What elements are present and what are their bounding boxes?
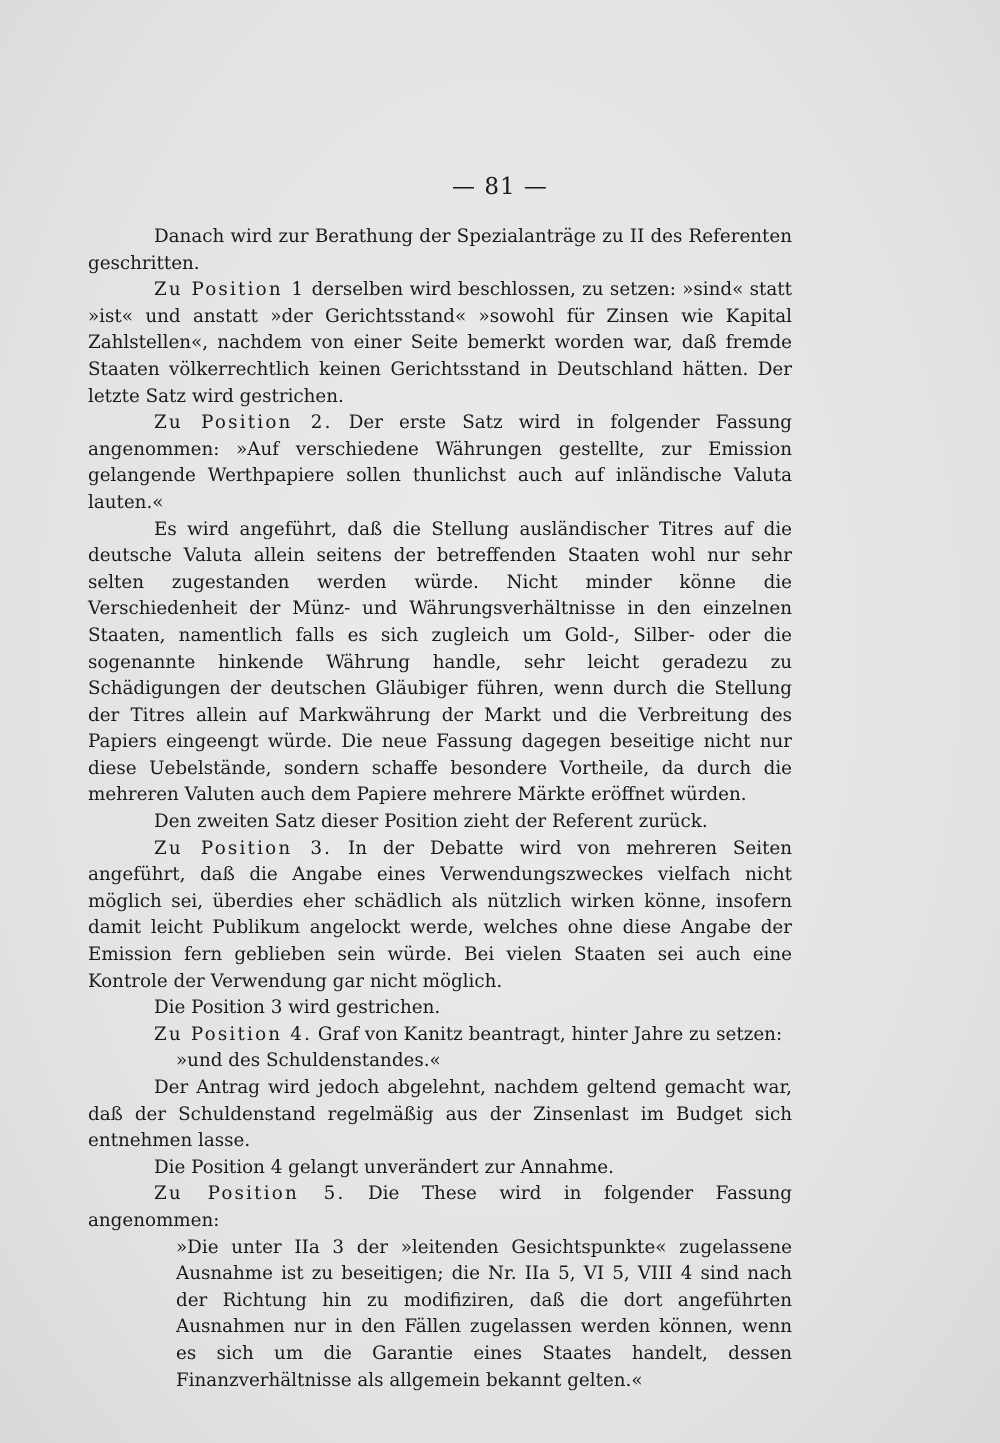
paragraph-text: derselben wird beschlossen, zu setzen: »sind« statt »ist« und anstatt »der Gerichtsstand« »sowohl für Zinsen wie Kapital Zahlstellen«, nachdem von einer Seite bemerkt worden war, daß fremde Staaten völkerrechtlich keinen Gerichtsstand in Deutschland hätten. Der letzte Satz wird gestrichen.: [88, 279, 792, 407]
position-heading: Zu Position 5.: [154, 1183, 346, 1205]
paragraph-text: Es wird angeführt, daß die Stellung ausländischer Titres auf die deutsche Valuta allein seitens der betreffenden Staaten wohl nur sehr selten zugestanden werden würde. Nicht minder könne die Verschiedenheit der Münz- und Währungsverhältnisse in den einzelnen Staaten, namentlich falls es sich zugleich um Gold-, Silber- oder die sogenannte hinkende Währung handle, sehr leicht geradezu zu Schädigungen der deutschen Gläubiger führen, wenn durch die Stellung der Titres allein auf Markwährung der Markt und die Verbreitung des Papiers eingeengt würde. Die neue Fassung dagegen beseitige nicht nur diese Uebelstände, sondern schaffe besondere Vortheile, da durch die mehreren Valuten auch dem Papiere mehrere Märkte eröffnet würden.: [88, 518, 792, 806]
paragraph-text: Danach wird zur Berathung der Spezialanträge zu II des Referenten geschritten.: [88, 226, 792, 274]
paragraph-text: »Die unter IIa 3 der »leitenden Gesichtspunkte« zugelassene Ausnahme ist zu beseitigen; die Nr. IIa 5, VI 5, VIII 4 sind nach der Richtung hin zu modifiziren, daß die dort angeführten Ausnahmen nur in den Fällen zugelassen werden können, wenn es sich um die Garantie eines Staates handelt, dessen Finanzverhältnisse als allgemein bekannt gelten.«: [176, 1236, 792, 1391]
paragraph-text: Die Position 3 wird gestrichen.: [154, 997, 441, 1019]
paragraph-thesis-quote: [88, 1235, 792, 1395]
paragraph-text: Die Position 4 gelangt unverändert zur Annahme.: [154, 1156, 614, 1178]
paragraph-text: In der Debatte wird von mehreren Seiten angeführt, daß die Angabe eines Verwendungszweckes vielfach nicht möglich sei, überdies eher schädlich als nützlich wirken könne, insofern damit leicht Publikum angelockt werde, welches ohne diese Angabe der Emission fern geblieben sein würde. Bei vielen Staaten sei auch eine Kontrole der Verwendung gar nicht möglich.: [88, 837, 793, 992]
paragraph-position-4: [88, 1022, 792, 1049]
paragraph-intro: [88, 224, 792, 277]
paragraph-text: Graf von Kanitz beantragt, hinter Jahre zu setzen:: [312, 1023, 783, 1045]
paragraph-position-2: [88, 410, 792, 516]
paragraph-position-3: [88, 836, 792, 996]
paragraph-position-4-accepted: [88, 1155, 792, 1182]
position-heading: Zu Position 4.: [154, 1023, 313, 1045]
paragraph-position-1: [88, 277, 792, 410]
paragraph-position-5: [88, 1181, 792, 1234]
body-text: [88, 224, 792, 1394]
paragraph-withdrawal: [88, 809, 792, 836]
paragraph-text: Den zweiten Satz dieser Position zieht der Referent zurück.: [154, 811, 708, 833]
paragraph-rejection: [88, 1075, 792, 1155]
paragraph-text: Die These wird in folgender Fassung angenommen:: [88, 1183, 792, 1231]
page-number: — 81 —: [452, 174, 548, 200]
paragraph-position-2-reasoning: [88, 517, 792, 810]
position-heading: Zu Position 3.: [154, 837, 333, 859]
paragraph-text: »und des Schuldenstandes.«: [176, 1050, 441, 1072]
paragraph-text: Der Antrag wird jedoch abgelehnt, nachdem geltend gemacht war, daß der Schuldenstand regelmäßig aus der Zinsenlast im Budget sich entnehmen lasse.: [88, 1077, 792, 1152]
position-heading: Zu Position 1: [154, 279, 306, 301]
paragraph-text: Der erste Satz wird in folgender Fassung angenommen: »Auf verschiedene Währungen gestellte, zur Emission gelangende Werthpapiere sollen thunlichst auch auf inländische Valuta lauten.«: [88, 412, 792, 513]
paragraph-position-3-struck: [88, 995, 792, 1022]
position-heading: Zu Position 2.: [154, 412, 333, 434]
paragraph-amendment-quote: [88, 1048, 792, 1075]
